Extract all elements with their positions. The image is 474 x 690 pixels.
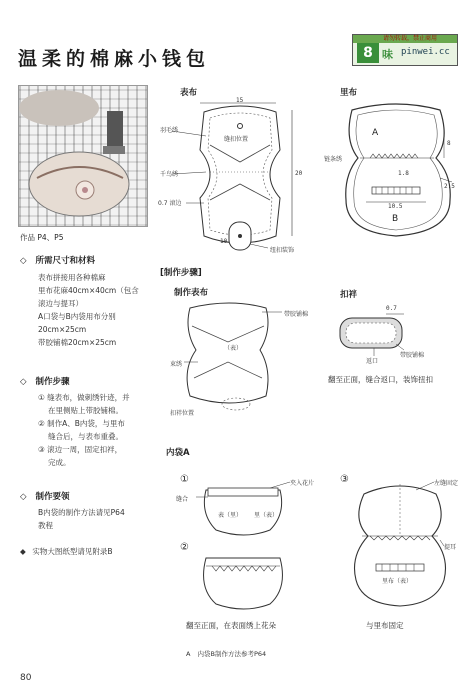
button-pos-label: 缝扣位置 (224, 136, 249, 143)
steps-heading: ◇ 制作步骤 (20, 377, 70, 387)
badge-top-text: 请勿转载，禁止商用 (383, 35, 438, 42)
dim-2-5: 2.5 (444, 183, 455, 190)
inner-a-fold-label: 缝合 (176, 496, 189, 503)
tips-heading: ◇ 制作要领 (20, 492, 70, 502)
dim-10-5: 10.5 (388, 203, 403, 210)
make-outer-batting-label: 带胶铺棉 (284, 311, 309, 318)
diamond-icon: ◇ (20, 256, 27, 266)
badge-logo-char: 味 (382, 48, 393, 61)
lining-title: 里布 (340, 88, 358, 98)
page-number: 80 (20, 673, 32, 683)
make-outer-face-label: （表） (224, 345, 243, 352)
outer-height-dim: 20 (295, 170, 303, 177)
make-outer-tab-pos-label: 扣袢位置 (170, 410, 195, 417)
inner-a-step2-num: ② (180, 542, 189, 553)
procedure-heading: [制作步骤] (160, 268, 202, 278)
feather-stitch-label: 羽毛绣 (160, 127, 179, 134)
diamond-icon: ◇ (20, 492, 27, 502)
lining-fix-lining-label: 里布（表） (382, 578, 413, 585)
dim-8: 8 (447, 140, 451, 147)
materials-list: 表布拼接用各种棉麻 里布花麻40cm×40cm（包含 滚边与提耳） A口袋与B内袋用布分别 20cm×25cm 带胶铺棉20cm×25cm (38, 273, 139, 347)
tab-dim: 0.7 (386, 305, 397, 312)
tab-deco-label: 纽扣装饰 (270, 247, 295, 254)
ten-dim: 10 (220, 238, 228, 245)
inner-a-inner-label: 里（表） (254, 512, 279, 519)
make-outer-title: 制作表布 (174, 288, 209, 298)
outer-title: 表布 (180, 88, 198, 98)
inner-a-pleat-label: 夹入花片 (290, 480, 315, 487)
badge-logo: 8 (357, 43, 379, 63)
tips-text: B内袋的制作方法请见P64 教程 (38, 508, 125, 530)
inner-a-step1-num: ① (180, 474, 189, 485)
bullet-icon: ◆ (20, 547, 26, 556)
bias-label: 0.7 滚边 (158, 200, 182, 207)
chain-stitch-lining-label: 链条绣 (324, 156, 343, 163)
inner-a-title: 内袋A (166, 448, 190, 458)
appendix-note: ◆ 实物大图纸型请见附录B (20, 547, 113, 556)
outer-width-dim: 15 (236, 97, 244, 104)
lining-label-a: A (372, 128, 379, 138)
lining-label-b: B (392, 214, 399, 224)
lining-fix-caption: 与里布固定 (366, 621, 404, 630)
inner-a-outer-label: 表（里） (218, 512, 243, 519)
chain-stitch-label: 千鸟绣 (160, 171, 179, 178)
tab-return-label: 返口 (366, 358, 379, 365)
materials-heading: ◇ 所需尺寸和材料 (20, 256, 96, 266)
page-title: 温柔的棉麻小钱包 (18, 48, 211, 70)
tab-caption: 翻至正面，缝合返口，装饰扭扣 (328, 375, 433, 384)
steps-list: ① 缝表布，做刺绣针迹，并 在里侧贴上带胶铺棉。 ② 制作A、B内袋，与里布 缝合后，与表布重叠。 ③ 滚边一周，固定扣袢， 完成。 (38, 393, 130, 467)
badge-site: pinwei.cc (401, 47, 450, 57)
photo-caption: 作品 P4、P5 (20, 233, 64, 242)
inner-a-caption: 翻至正面，在表面绣上花朵 (186, 621, 276, 630)
lining-fix-num: ③ (340, 474, 349, 485)
diamond-icon: ◇ (20, 377, 27, 387)
tab-batting-label: 带胶铺棉 (400, 352, 425, 359)
tab-title: 扣袢 (340, 290, 358, 300)
dim-1-8: 1.8 (398, 170, 409, 177)
lining-fix-ear-label: 提耳 (444, 544, 457, 551)
bottom-note: A 内袋B制作方法参考P64 (186, 650, 267, 658)
make-outer-seam-label: 束绣 (170, 361, 183, 368)
lining-fix-bias-label: 左缝固定 (434, 480, 459, 487)
